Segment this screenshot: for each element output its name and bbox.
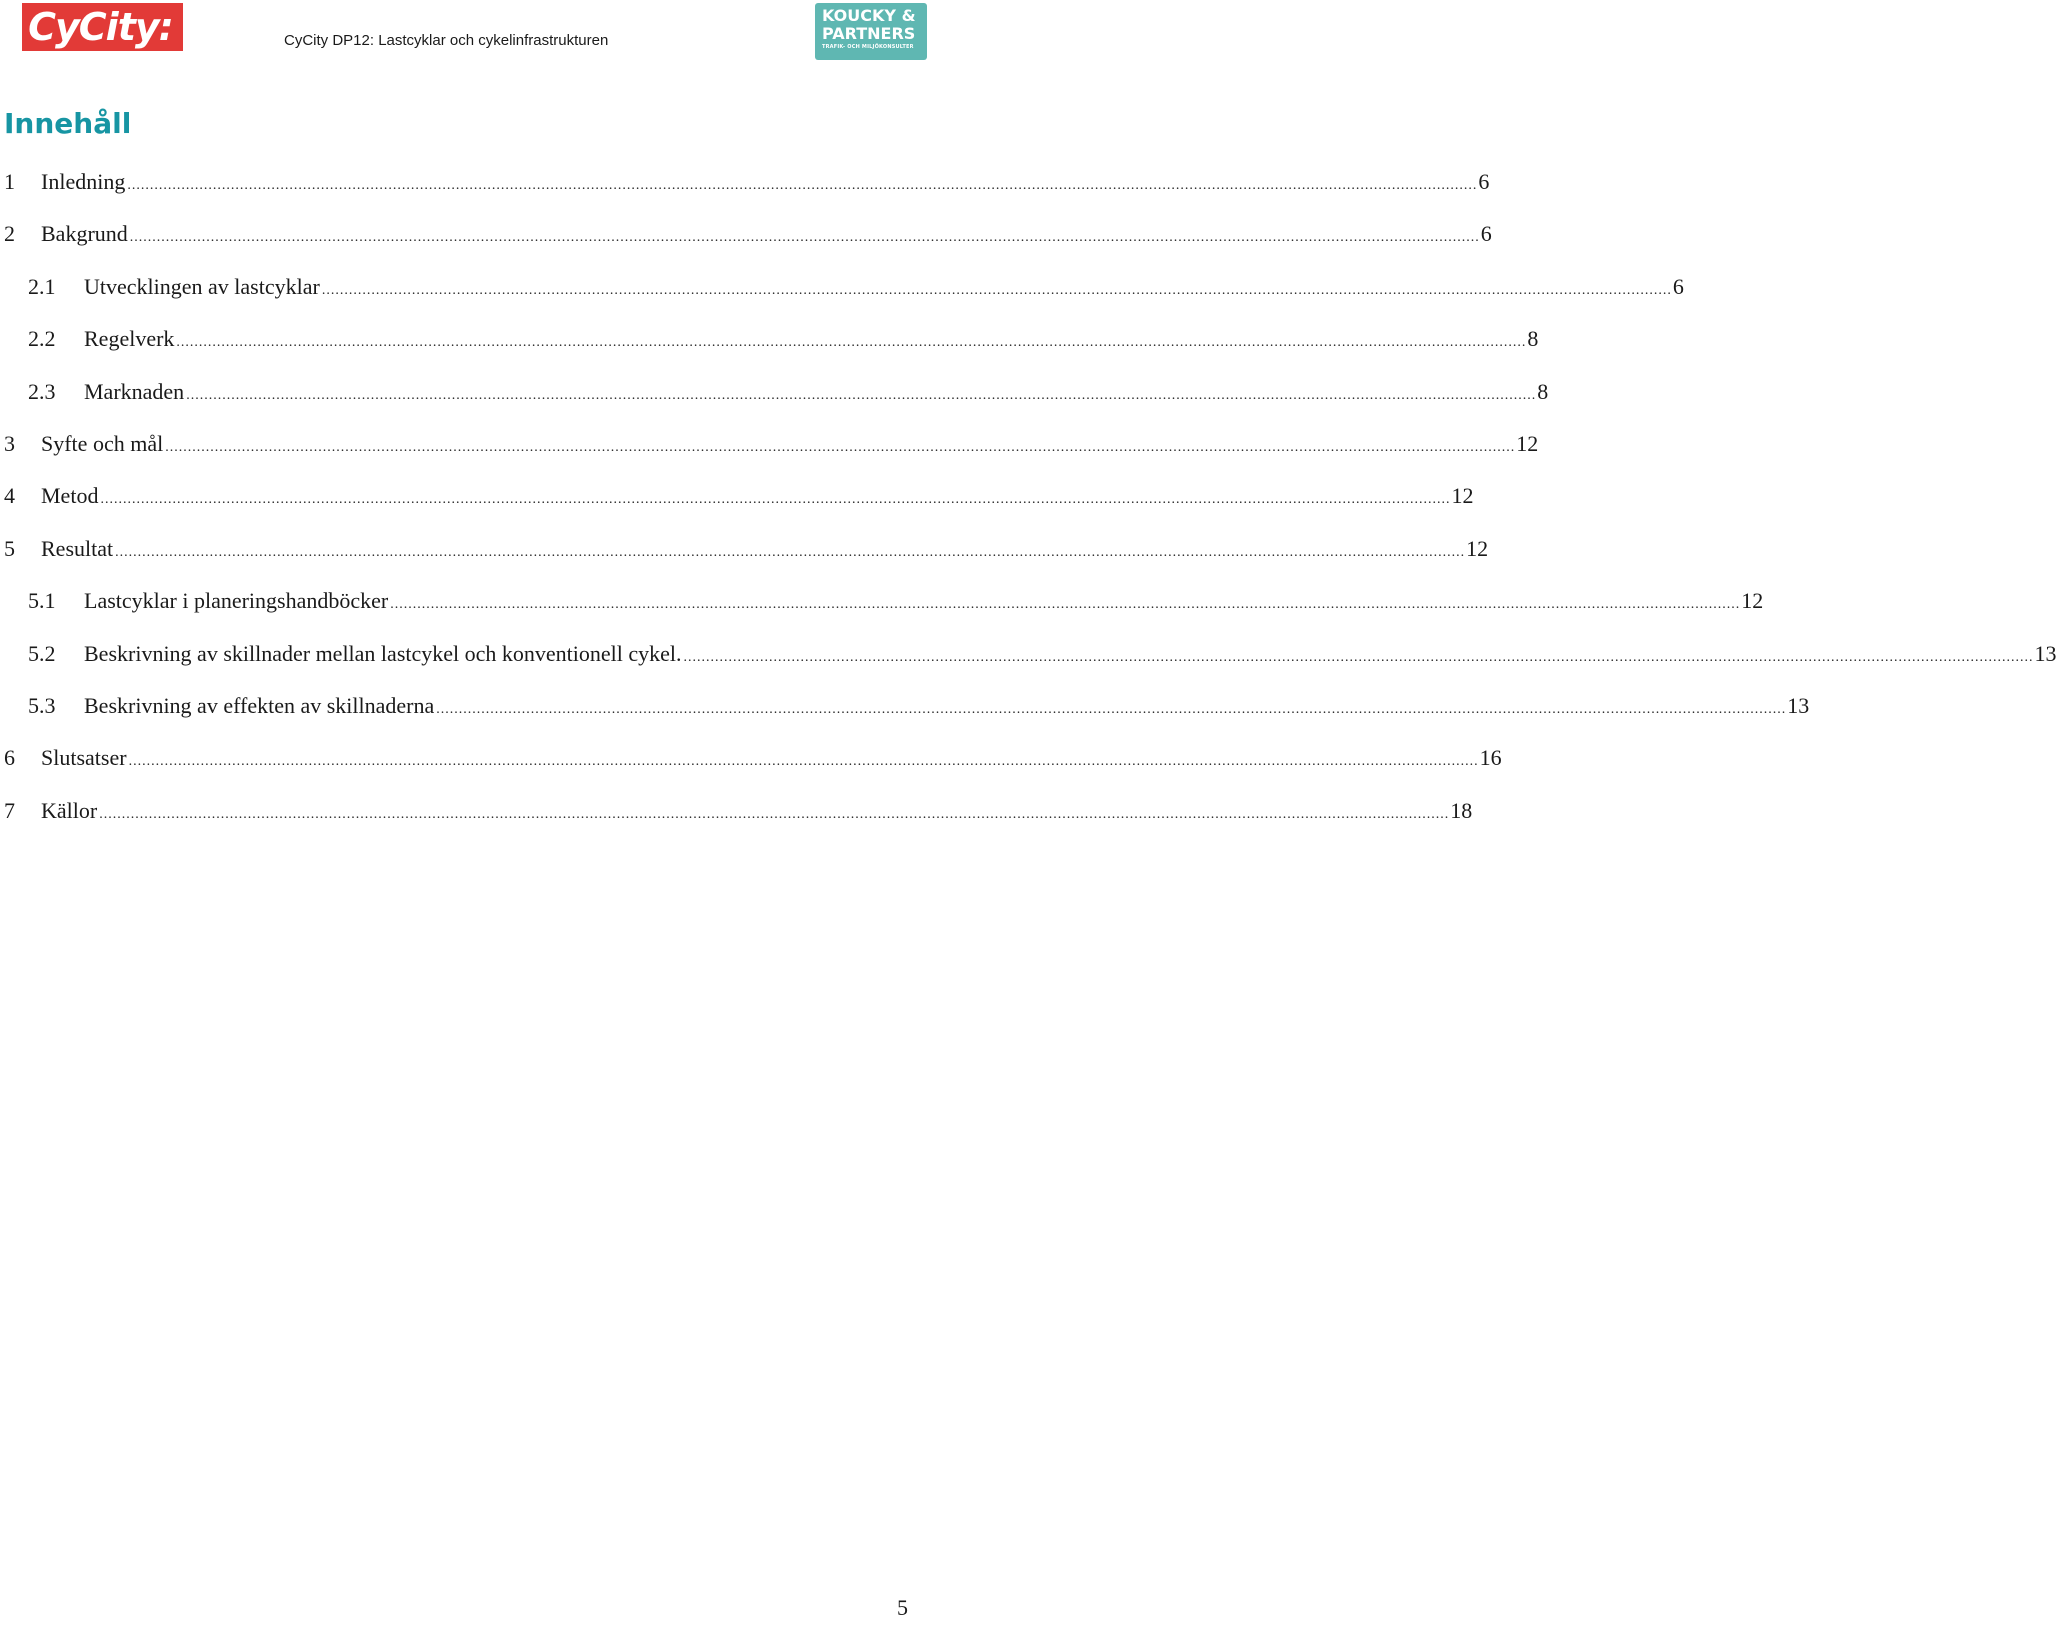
toc-entry-number: 1 — [4, 169, 15, 194]
toc-entry[interactable] — [0, 738, 1502, 778]
toc-heading: Innehåll — [4, 107, 132, 140]
toc-entry-page: 13 — [1787, 693, 1810, 718]
toc-entry-label: Regelverk — [84, 326, 175, 352]
toc-entry-number: 2.3 — [28, 378, 56, 404]
toc-leader-dots: ............................................................................................................................................................................................................................................................................................................ — [165, 440, 1516, 455]
page-number: 5 — [897, 1595, 908, 1620]
document-title: CyCity DP12: Lastcyklar och cykelinfrastrukturen — [284, 32, 609, 49]
toc-entry-label: Slutsatser — [41, 745, 127, 771]
toc-entry-page: 18 — [1450, 797, 1473, 823]
toc-leader-dots: ............................................................................................................................................................................................................................................................................................................ — [390, 597, 1741, 613]
toc-entry-label: Utvecklingen av lastcyklar — [84, 273, 320, 299]
toc-entry[interactable] — [0, 791, 1473, 831]
toc-entry[interactable] — [0, 634, 2057, 674]
toc-entry-page: 6 — [1478, 169, 1490, 194]
toc-entry-page: 12 — [1741, 588, 1764, 614]
toc-entry-page: 6 — [1672, 273, 1684, 299]
toc-entry-number: 2.2 — [28, 326, 56, 352]
toc-leader-dots: ............................................................................................................................................................................................................................................................................................................ — [100, 492, 1451, 508]
toc-entry[interactable] — [0, 581, 1764, 621]
toc-entry[interactable] — [0, 686, 1810, 726]
toc-entry-number: 2 — [4, 221, 15, 247]
toc-leader-dots: ............................................................................................................................................................................................................................................................................................................ — [129, 230, 1480, 246]
toc-leader-dots: ............................................................................................................................................................................................................................................................................................................ — [436, 702, 1787, 717]
toc-entry[interactable] — [0, 424, 1539, 464]
toc-entry-label: Beskrivning av effekten av skillnaderna — [84, 693, 435, 718]
toc-entry-page: 6 — [1480, 221, 1492, 247]
toc-entry-page: 13 — [2034, 640, 2057, 666]
toc-leader-dots: ............................................................................................................................................................................................................................................................................................................ — [115, 544, 1466, 560]
toc-entry[interactable] — [0, 214, 1492, 254]
toc-entry[interactable] — [0, 372, 1549, 412]
toc-entry-label: Metod — [41, 483, 99, 509]
toc-entry-number: 5.3 — [28, 693, 56, 718]
toc-entry-label: Inledning — [41, 169, 126, 194]
toc-entry-number: 6 — [4, 745, 15, 771]
toc-entry[interactable] — [0, 162, 1490, 202]
toc-leader-dots: ............................................................................................................................................................................................................................................................................................................ — [128, 754, 1479, 770]
toc-entry[interactable] — [0, 476, 1474, 516]
logo-line-1: KOUCKY & — [822, 6, 916, 25]
toc-entry-page: 8 — [1527, 326, 1539, 352]
toc-leader-dots: ............................................................................................................................................................................................................................................................................................................ — [127, 178, 1478, 193]
toc-entry[interactable] — [0, 267, 1684, 307]
toc-entry-label: Marknaden — [84, 378, 185, 404]
toc-entry-label: Lastcyklar i planeringshandböcker — [84, 588, 389, 614]
toc-leader-dots: ............................................................................................................................................................................................................................................................................................................ — [683, 649, 2034, 665]
toc-entry-page: 8 — [1537, 378, 1549, 404]
logo-line-2: PARTNERS — [822, 24, 916, 43]
toc-entry-label: Beskrivning av skillnader mellan lastcykel och konventionell cykel. — [84, 640, 682, 666]
toc-entry-number: 2.1 — [28, 273, 56, 299]
toc-entry-number: 5 — [4, 535, 15, 561]
koucky-partners-logo — [815, 3, 927, 60]
toc-entry-number: 3 — [4, 431, 15, 456]
toc-entry-label: Bakgrund — [41, 221, 128, 247]
toc-entry-label: Syfte och mål — [41, 431, 164, 456]
toc-leader-dots: ............................................................................................................................................................................................................................................................................................................ — [176, 335, 1527, 351]
cycity-logo: CyCity: — [22, 3, 183, 51]
toc-entry-label: Källor — [41, 797, 98, 823]
toc-entry-page: 12 — [1451, 483, 1474, 509]
toc-entry-number: 5.2 — [28, 640, 56, 666]
toc-entry-number: 4 — [4, 483, 15, 509]
toc-entry-page: 12 — [1516, 431, 1539, 456]
toc-entry[interactable] — [0, 319, 1539, 359]
toc-entry-number: 7 — [4, 797, 15, 823]
toc-entry[interactable] — [0, 529, 1489, 569]
logo-tagline: TRAFIK- OCH MILJÖKONSULTER — [822, 44, 914, 50]
toc-entry-page: 16 — [1479, 745, 1502, 771]
toc-entry-label: Resultat — [41, 535, 114, 561]
toc-leader-dots: ............................................................................................................................................................................................................................................................................................................ — [99, 806, 1450, 822]
toc-leader-dots: ............................................................................................................................................................................................................................................................................................................ — [186, 387, 1537, 403]
toc-leader-dots: ............................................................................................................................................................................................................................................................................................................ — [321, 282, 1672, 298]
page-header — [0, 0, 960, 70]
toc-entry-number: 5.1 — [28, 588, 56, 614]
toc-entry-page: 12 — [1466, 535, 1489, 561]
